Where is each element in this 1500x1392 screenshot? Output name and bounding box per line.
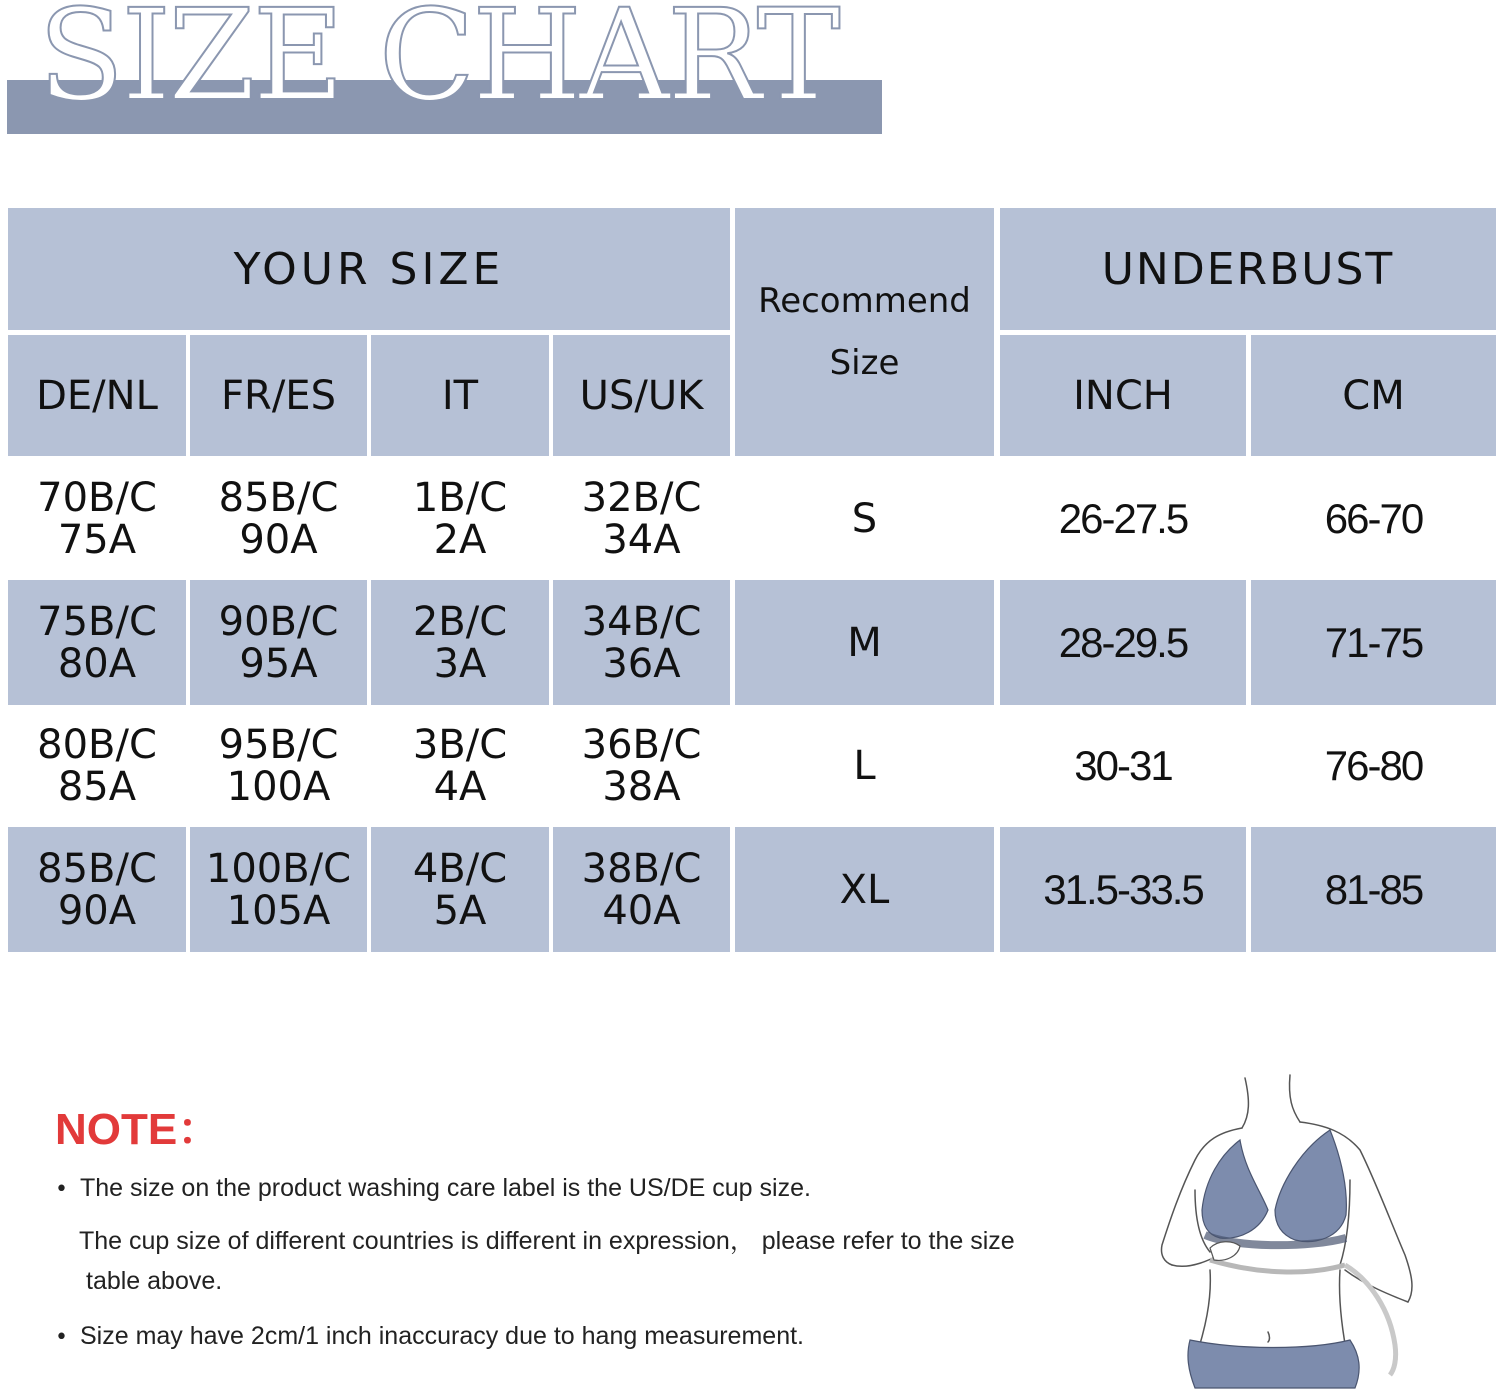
underbust-header-label: UNDERBUST xyxy=(1101,243,1395,295)
recommend-header-line1: Recommend xyxy=(758,281,971,321)
woman-measuring-underbust-illustration xyxy=(1150,1070,1440,1390)
your-size-header xyxy=(8,208,730,330)
size-line: 2A xyxy=(433,517,487,563)
size-line: 5A xyxy=(433,887,487,934)
size-line: 2B/C xyxy=(412,598,508,645)
size-line: 80A xyxy=(57,640,137,687)
col-header-label: IT xyxy=(441,372,479,419)
col-header-fr-es xyxy=(190,335,367,456)
cm-value: 66-70 xyxy=(1324,495,1423,542)
cm-value: 76-80 xyxy=(1324,742,1423,789)
table-cell xyxy=(190,580,367,705)
note-line-1: The size on the product washing care label is the US/DE cup size. xyxy=(80,1174,811,1202)
inch-value: 28-29.5 xyxy=(1058,618,1188,666)
col-header-label: DE/NL xyxy=(36,372,158,419)
table-cell xyxy=(8,580,186,705)
table-cell xyxy=(371,827,549,952)
size-line: 85B/C xyxy=(37,845,157,892)
size-line: 80B/C xyxy=(37,722,157,768)
inch-value: 30-31 xyxy=(1074,742,1172,789)
col-header-it xyxy=(371,335,549,456)
col-header-de-nl xyxy=(8,335,186,456)
col-header-cm xyxy=(1251,335,1496,456)
size-line: 3B/C xyxy=(412,722,508,768)
inch-cell xyxy=(1000,707,1246,825)
size-line: 90B/C xyxy=(218,598,339,645)
size-line: 90A xyxy=(239,517,318,563)
size-line: 36A xyxy=(602,640,681,687)
inch-value: 31.5-33.5 xyxy=(1043,865,1203,913)
size-line: 95A xyxy=(239,640,318,687)
table-cell xyxy=(190,460,367,578)
cm-cell xyxy=(1251,707,1496,825)
note-line-2: The cup size of different countries is different in expression， please refer to the size xyxy=(79,1227,1015,1255)
size-line: 38A xyxy=(602,764,681,810)
size-line: 34A xyxy=(602,517,681,563)
col-header-label: CM xyxy=(1342,372,1405,419)
inch-cell xyxy=(1000,580,1246,705)
recommend-size-cell xyxy=(735,460,994,578)
recommend-size-cell xyxy=(735,827,994,952)
recommend-size-value: S xyxy=(851,496,878,542)
size-line: 100A xyxy=(226,764,331,810)
table-cell xyxy=(553,460,730,578)
inch-value: 26-27.5 xyxy=(1058,495,1188,542)
col-header-us-uk xyxy=(553,335,730,456)
size-line: 4A xyxy=(433,764,487,810)
size-line: 34B/C xyxy=(581,598,702,645)
recommend-header-line2: Size xyxy=(829,343,900,383)
recommend-size-header xyxy=(735,208,994,456)
table-cell xyxy=(371,580,549,705)
underbust-header xyxy=(1000,208,1496,330)
col-header-inch xyxy=(1000,335,1246,456)
table-cell xyxy=(553,580,730,705)
size-line: 36B/C xyxy=(581,722,702,768)
recommend-size-value: L xyxy=(853,743,876,789)
size-line: 1B/C xyxy=(412,475,508,521)
col-header-label: FR/ES xyxy=(221,372,336,419)
size-line: 75A xyxy=(57,517,137,563)
size-line: 90A xyxy=(57,887,137,934)
size-line: 105A xyxy=(226,887,331,934)
recommend-size-cell xyxy=(735,580,994,705)
size-line: 75B/C xyxy=(37,598,157,645)
table-cell xyxy=(553,827,730,952)
col-header-label: INCH xyxy=(1073,372,1173,419)
cm-value: 71-75 xyxy=(1324,618,1423,666)
size-line: 85B/C xyxy=(218,475,339,521)
size-line: 32B/C xyxy=(581,475,702,521)
table-cell xyxy=(371,707,549,825)
recommend-size-value: M xyxy=(847,619,882,666)
note-title: NOTE： xyxy=(55,1105,222,1154)
your-size-header-label: YOUR SIZE xyxy=(233,243,505,295)
table-cell xyxy=(190,707,367,825)
recommend-size-value: XL xyxy=(839,866,890,913)
size-line: 85A xyxy=(57,764,137,810)
cm-cell xyxy=(1251,827,1496,952)
size-line: 100B/C xyxy=(205,845,352,892)
size-line: 4B/C xyxy=(412,845,508,892)
size-line: 3A xyxy=(433,640,487,687)
col-header-label: US/UK xyxy=(579,372,704,419)
note-line-3: table above. xyxy=(86,1267,223,1295)
size-line: 70B/C xyxy=(37,475,157,521)
inch-cell xyxy=(1000,460,1246,578)
table-cell xyxy=(553,707,730,825)
page-title: SIZE CHART xyxy=(38,0,838,129)
note-line-4: Size may have 2cm/1 inch inaccuracy due to hang measurement. xyxy=(80,1322,804,1350)
size-line: 38B/C xyxy=(581,845,702,892)
table-cell xyxy=(8,707,186,825)
recommend-size-cell xyxy=(735,707,994,825)
bullet-icon: • xyxy=(55,1177,68,1202)
cm-value: 81-85 xyxy=(1324,865,1423,913)
cm-cell xyxy=(1251,580,1496,705)
bullet-icon: • xyxy=(55,1325,68,1350)
table-cell xyxy=(8,827,186,952)
inch-cell xyxy=(1000,827,1246,952)
table-cell xyxy=(8,460,186,578)
cm-cell xyxy=(1251,460,1496,578)
table-cell xyxy=(371,460,549,578)
size-line: 40A xyxy=(602,887,681,934)
size-line: 95B/C xyxy=(218,722,339,768)
table-cell xyxy=(190,827,367,952)
